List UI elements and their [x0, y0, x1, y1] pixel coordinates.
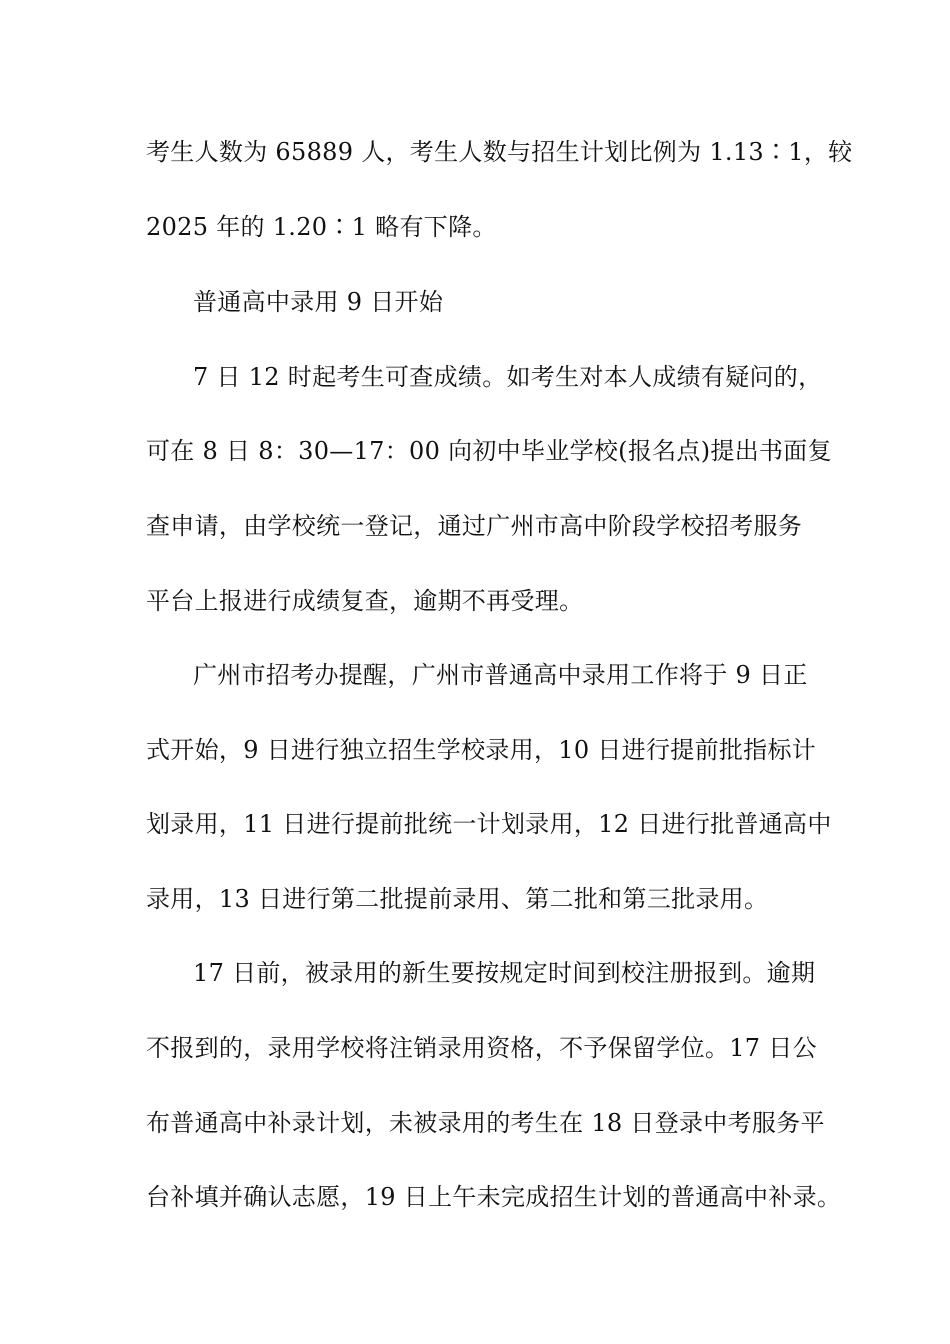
paragraph-4-line-2: 不报到的，录用学校将注销录用资格，不予保留学位。17 日公 — [146, 1034, 817, 1062]
paragraph-1-line-1: 考生人数为 65889 人，考生人数与招生计划比例为 1.13∶1，较 — [146, 138, 853, 166]
paragraph-3-line-3: 划录用，11 日进行提前批统一计划录用，12 日进行批普通高中 — [146, 810, 832, 838]
paragraph-4-line-4: 台补填并确认志愿，19 日上午未完成招生计划的普通高中补录。 — [146, 1183, 842, 1211]
paragraph-2-line-1: 7 日 12 时起考生可查成绩。如考生对本人成绩有疑问的， — [193, 363, 823, 391]
section-heading: 普通高中录用 9 日开始 — [193, 288, 444, 316]
paragraph-4-line-3: 布普通高中补录计划，未被录用的考生在 18 日登录中考服务平 — [146, 1109, 825, 1137]
paragraph-4-line-1: 17 日前，被录用的新生要按规定时间到校注册报到。逾期 — [193, 959, 816, 987]
paragraph-3-line-1: 广州市招考办提醒，广州市普通高中录用工作将于 9 日正 — [193, 661, 808, 689]
paragraph-2-line-2: 可在 8 日 8：30—17：00 向初中毕业学校(报名点)提出书面复 — [146, 437, 832, 465]
paragraph-2-line-4: 平台上报进行成绩复查，逾期不再受理。 — [146, 587, 584, 615]
paragraph-2-line-3: 查申请，由学校统一登记，通过广州市高中阶段学校招考服务 — [146, 512, 803, 540]
paragraph-3-line-4: 录用，13 日进行第二批提前录用、第二批和第三批录用。 — [146, 885, 769, 913]
paragraph-3-line-2: 式开始，9 日进行独立招生学校录用，10 日进行提前批指标计 — [146, 736, 817, 764]
paragraph-1-line-2: 2025 年的 1.20∶1 略有下降。 — [146, 213, 497, 241]
